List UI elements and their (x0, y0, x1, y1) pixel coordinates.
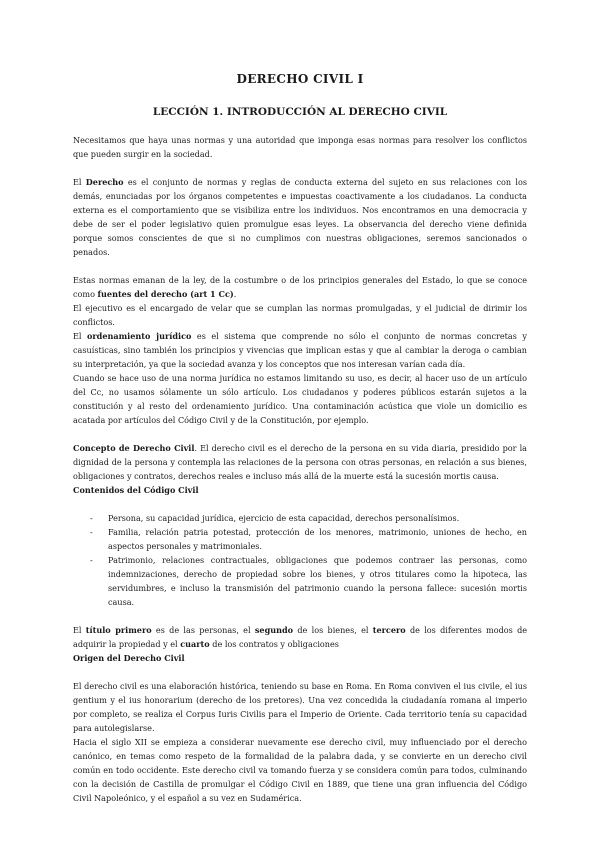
derecho-definition-paragraph: El Derecho es el conjunto de normas y reglas de conducta externa del sujeto en sus relaciones con los demás, enunciadas por los órganos competentes e impuestas coactivamente a los ciudadanos. La conducta externa es el comportamiento que se visibiliza entre los individuos. Nos encontramos en una democracia y debe de ser el poder legislativo quien promulgue esas leyes. La observancia del derecho viene definida porque somos conscientes de que si no cumplimos con nuestras obligaciones, seremos sancionados o penados. (73, 177, 528, 257)
term-ordenamiento: ordenamiento jurídico (87, 331, 192, 341)
term-fuentes: fuentes del derecho (art 1 Cc) (97, 289, 234, 299)
term-segundo: segundo (254, 625, 294, 635)
list-item: - Persona, su capacidad jurídica, ejercicio de esta capacidad, derechos personalísimos. (73, 511, 527, 525)
heading-origen: Origen del Derecho Civil (73, 653, 185, 663)
list-item: - Patrimonio, relaciones contractuales, obligaciones que podemos contraer las personas, como indemnizaciones, derecho de propiedad sobre los bienes, y otros titulares como la hipoteca, las servidumbres, e incluso la transmisión del patrimonio cuando la persona fallece: sucesión mortis causa. (73, 553, 527, 609)
ordenamiento-paragraph: El ordenamiento jurídico es el sistema que comprende no sólo el conjunto de normas concretas y casuísticas, sino también los principios y vivencias que implican estas y que al cambiar la deroga o cambian su interpretación, ya que la sociedad avanza y los conceptos que nos interesan varían cada día. (73, 331, 527, 369)
term-concepto: Concepto de Derecho Civil (73, 443, 195, 453)
term-cuarto: cuarto (180, 639, 210, 649)
sources-paragraph: Estas normas emanan de la ley, de la costumbre o de los principios generales del Estado, lo que se conoce como fuentes del derecho (art 1 Cc). (73, 275, 527, 299)
lesson-title: LECCIÓN 1. INTRODUCCIÓN AL DERECHO CIVIL (152, 106, 448, 118)
concepto-paragraph: Concepto de Derecho Civil. El derecho civil es el derecho de la persona en su vida diaria, presidido por la dignidad de la persona y contempla las relaciones de la persona con otras personas, en relación a sus bienes, obligaciones y contratos, derechos reales e incluso más allá de la muerte está la sucesión mortis causa. (73, 443, 527, 481)
contents-list (73, 511, 527, 609)
document-title: DERECHO CIVIL I (236, 72, 364, 86)
origin-paragraph-1: El derecho civil es una elaboración histórica, teniendo su base en Roma. En Roma conviven el ius civile, el ius gentium y el ius honorarium (derecho de los pretores). Una vez concedida la ciudadanía romana al imperio por completo, se realiza el Corpus Iuris Civilis para el Imperio de Oriente. Cada territorio tenía su capacidad para autolegislarse. (73, 681, 527, 733)
titles-paragraph: El título primero es de las personas, el segundo de los bienes, el tercero de los diferentes modos de adquirir la propiedad y el cuarto de los contratos y obligaciones (73, 625, 528, 649)
list-item: - Familia, relación patria potestad, protección de los menores, matrimonio, uniones de hecho, en aspectos personales y matrimoniales. (73, 525, 527, 553)
norma-usage-paragraph: Cuando se hace uso de una norma jurídica no estamos limitando su uso, es decir, al hacer uso de un artículo del Cc, no usamos sólamente un sólo artículo. Los ciudadanos y poderes públicos estarán sujetos a la constitución y al resto del ordenamiento jurídico. Una contaminación acústica que viole un domicilio es acatada por artículos del Código Civil y de la Constitución, por ejemplo. (73, 373, 527, 425)
heading-contenidos: Contenidos del Código Civil (73, 485, 199, 495)
document-body (73, 133, 527, 805)
term-tercero: tercero (372, 625, 406, 635)
intro-paragraph: Necesitamos que haya unas normas y una autoridad que imponga esas normas para resolver los conflictos que pueden surgir en la sociedad. (73, 135, 527, 159)
term-derecho: Derecho (85, 177, 124, 187)
term-titulo-primero: título primero (85, 625, 152, 635)
origin-paragraph-2: Hacia el siglo XII se empieza a considerar nuevamente ese derecho civil, muy influenciado por el derecho canónico, en temas como respeto de la formalidad de la palabra dada, y se convierte en un derecho civil común en todo occidente. Este derecho civil va tomando fuerza y se considera común para todos, culminando con la decisión de Castilla de promulgar el Código Civil en 1889, que tiene una gran influencia del Código Civil Napoleónico, y el español a su vez en Sudamérica. (73, 737, 527, 803)
executive-paragraph: El ejecutivo es el encargado de velar que se cumplan las normas promulgadas, y el judicial de dirimir los conflictos. (73, 303, 527, 327)
